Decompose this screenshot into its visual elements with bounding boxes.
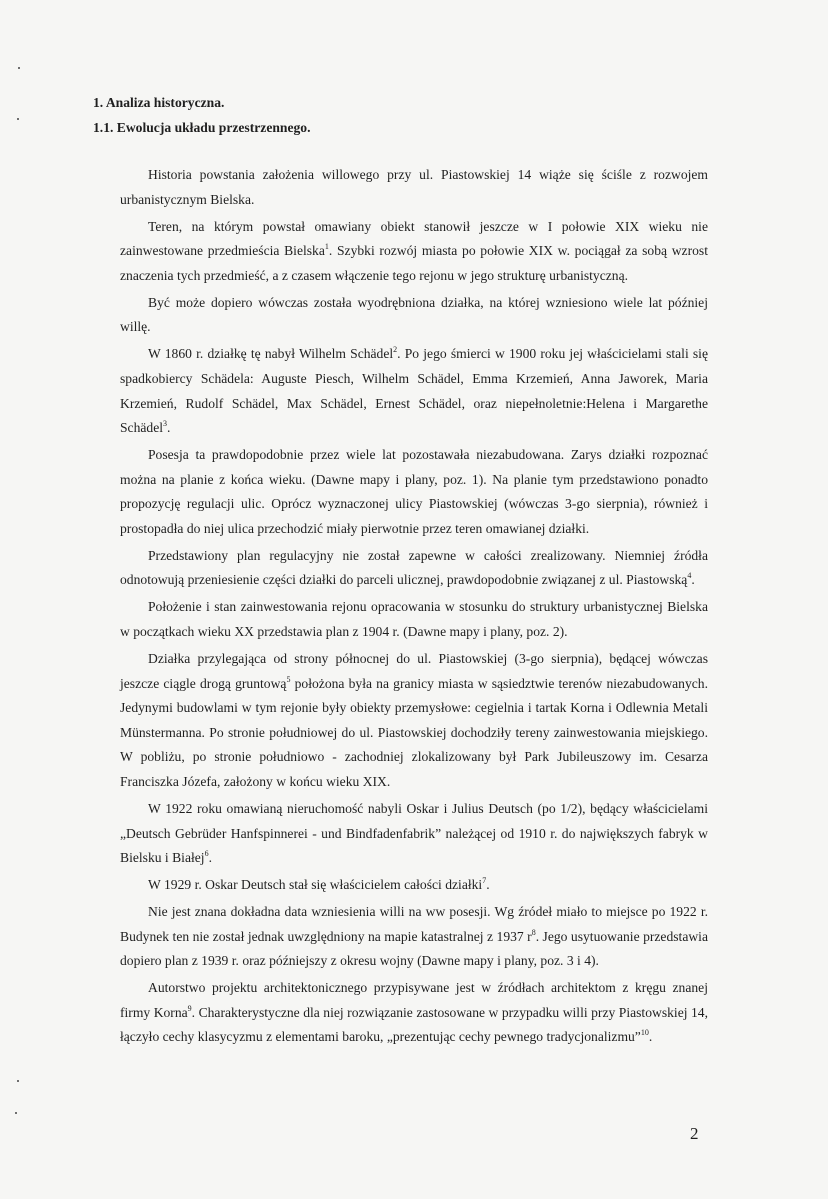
paragraph-text: W 1929 r. Oskar Deutsch stał się właścicielem całości działki [148, 877, 483, 893]
paragraph [120, 976, 708, 1050]
paragraph-text: Teren, na którym powstał omawiany obiekt stanowił jeszcze w I połowie XIX wieku nie zainwestowane przedmieścia Bielska [120, 218, 708, 259]
paragraph [120, 873, 708, 898]
section-heading: 1. Analiza historyczna. [93, 95, 225, 110]
paragraph-text: . [691, 572, 695, 588]
footnote-ref: 3 [163, 419, 168, 429]
paragraph [120, 647, 708, 795]
paragraph-text: położona była na granicy miasta w sąsiedztwie terenów niezabudowanych. Jedynymi budowlami w tym rejonie były obiekty przemysłowe: cegielnia i tartak Korna i Odlewnia Metali Münstermanna. Po stronie południowej do ul. Piastowskiej dochodziły tereny zainwestowania miejskiego. W pobliżu, po stronie południowo - zachodniej zlokalizowany był Park Jubileuszowy im. Cesarza Franciszka Józefa, założony w końcu wieku XIX. [120, 675, 708, 789]
paragraph-text: W 1860 r. działkę tę nabył Wilhelm Schädel [148, 346, 394, 362]
paragraph-text: . Po jego śmierci w 1900 roku jej właścicielami stali się spadkobiercy Schädela: Auguste Piesch, Wilhelm Schädel, Emma Krzemień, Anna Jaworek, Maria Krzemień, Rudolf Schädel, Max Schädel, Ernest Schädel, oraz niepełnoletnie:Helena i Margarethe Schädel [120, 346, 708, 436]
footnote-ref: 8 [531, 927, 536, 937]
paragraph [120, 443, 708, 541]
subsection-heading: 1.1. Ewolucja układu przestrzennego. [93, 120, 311, 135]
footnote-ref: 1 [324, 242, 329, 252]
paragraph-text: . Charakterystyczne dla niej rozwiązanie zastosowane w przypadku willi przy Piastowskiej 14, łączyło cechy klasycyzmu z elementami baroku, „prezentując cechy pewnego tradycjonalizmu” [120, 1004, 708, 1045]
paragraph [120, 342, 708, 440]
paragraph-text: Autorstwo projektu architektonicznego przypisywane jest w źródłach architektom z kręgu znanej firmy Korna [120, 980, 708, 1020]
paragraph [120, 291, 708, 340]
paragraph [120, 215, 708, 289]
paragraph-text: . [208, 850, 212, 866]
paragraph-text: Działka przylegająca od strony północnej do ul. Piastowskiej (3-go sierpnia), będącej wówczas jeszcze ciągle drogą gruntową [120, 651, 708, 691]
page-number: 2 [690, 1124, 699, 1143]
paragraph-text: . [486, 877, 490, 893]
paragraph-text: Położenie i stan zainwestowania rejonu opracowania w stosunku do struktury urbanistycznej Bielska w początkach wieku XX przedstawia plan z 1904 r. (Dawne mapy i plany, poz. 2). [120, 599, 708, 640]
paragraph-text: Być może dopiero wówczas została wyodrębniona działka, na której wzniesiono wiele lat później willę. [120, 294, 708, 335]
paragraph [120, 797, 708, 871]
paragraph [120, 595, 708, 644]
paragraph-text: W 1922 roku omawianą nieruchomość nabyli Oskar i Julius Deutsch (po 1/2), będący właścicielami „Deutsch Gebrüder Hanfspinnerei - und Bindfadenfabrik” należącej od 1910 r. do największych fabryk w Bielsku i Białej [120, 800, 708, 866]
paragraph-text: . Szybki rozwój miasta po połowie XIX w. pociągał za sobą wzrost znaczenia tych przedmieść, a z czasem włączenie tego rejonu w jego strukturę urbanistyczną. [120, 243, 708, 283]
footnote-ref: 4 [687, 571, 692, 581]
paragraph-text: . [648, 1029, 653, 1045]
footnote-ref: 6 [204, 849, 209, 859]
paragraph-text: Przedstawiony plan regulacyjny nie został zapewne w całości zrealizowany. Niemniej źródła odnotowują przeniesienie części działki do parceli ulicznej, prawdopodobnie związanej z ul. Piastowską [120, 547, 708, 588]
body-text [120, 163, 708, 1052]
footnote-ref: 9 [187, 1003, 192, 1013]
paragraph [120, 544, 708, 593]
scan-speck [15, 1112, 17, 1114]
paragraph-text: Historia powstania założenia willowego przy ul. Piastowskiej 14 wiąże się ściśle z rozwojem urbanistycznym Bielska. [120, 167, 708, 207]
paragraph-text: Posesja ta prawdopodobnie przez wiele lat pozostawała niezabudowana. Zarys działki rozpoznać można na planie z końca wieku. (Dawne mapy i plany, poz. 1). Na planie tym przedstawiono ponadto propozycję regulacji ulic. Oprócz wyznaczonej ulicy Piastowskiej (wówczas 3-go sierpnia), również i prostopadła do niej ulica przechodzić miały pierwotnie przez teren omawianej działki. [120, 447, 708, 536]
footnote-ref: 2 [393, 345, 398, 355]
footnote-ref: 5 [286, 674, 291, 684]
footnote-ref: 10 [640, 1028, 649, 1038]
paragraph [120, 163, 708, 212]
paragraph [120, 900, 708, 974]
scan-speck [17, 1080, 19, 1082]
paragraph-text: . [167, 420, 171, 436]
scan-speck [17, 118, 19, 120]
paragraph-text: Nie jest znana dokładna data wzniesienia willi na ww posesji. Wg źródeł miało to miejsce po 1922 r. Budynek ten nie został jednak uwzględniony na mapie katastralnej z 1937 r [120, 904, 708, 944]
paragraph-text: . Jego usytuowanie przedstawia dopiero plan z 1939 r. oraz późniejszy z okresu wojny (Dawne mapy i plany, poz. 3 i 4). [120, 928, 708, 969]
scan-speck [18, 67, 20, 69]
footnote-ref: 7 [482, 876, 487, 886]
